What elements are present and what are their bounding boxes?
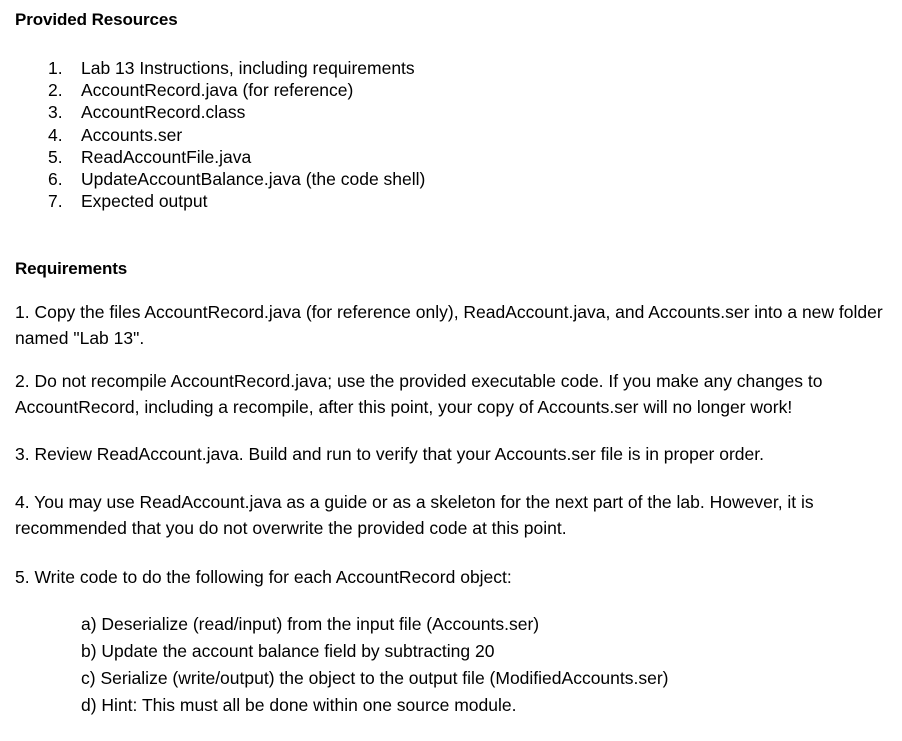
list-item-number: 5. — [48, 146, 63, 167]
list-item — [48, 101, 425, 123]
step-item-b: b) Update the account balance field by subtracting 20 — [81, 641, 495, 661]
list-item-number: 4. — [48, 124, 63, 145]
requirement-paragraph-4: 4. You may use ReadAccount.java as a guide or as a skeleton for the next part of the lab. However, it is recommended that you do not overwrite the provided code at this point. — [15, 492, 814, 538]
list-item-text: UpdateAccountBalance.java (the code shell) — [81, 168, 426, 189]
list-item-number: 3. — [48, 102, 63, 123]
list-item-text: Expected output — [81, 191, 208, 212]
step-item-d: d) Hint: This must all be done within one source module. — [81, 695, 517, 715]
list-item-number: 6. — [48, 168, 63, 189]
list-item-number: 2. — [48, 80, 63, 101]
requirement-paragraph-5: 5. Write code to do the following for each AccountRecord object: — [15, 567, 512, 587]
resources-list — [48, 57, 425, 212]
step-item-c: c) Serialize (write/output) the object to the output file (ModifiedAccounts.ser) — [81, 668, 669, 688]
provided-resources-heading: Provided Resources — [15, 10, 178, 29]
requirements-heading: Requirements — [15, 259, 128, 278]
list-item-text: Lab 13 Instructions, including requirements — [81, 58, 415, 78]
list-item-text: ReadAccountFile.java — [81, 146, 252, 167]
list-item — [48, 146, 425, 168]
list-item-text: AccountRecord.java (for reference) — [81, 80, 354, 101]
list-item — [48, 168, 425, 190]
list-item-text: Accounts.ser — [81, 124, 183, 145]
list-item-number: 1. — [48, 58, 63, 78]
list-item — [48, 79, 425, 101]
list-item — [48, 124, 425, 146]
requirement-paragraph-3: 3. Review ReadAccount.java. Build and run to verify that your Accounts.ser file is in proper order. — [15, 444, 764, 464]
list-item-number: 7. — [48, 191, 63, 212]
step-item-a: a) Deserialize (read/input) from the input file (Accounts.ser) — [81, 614, 540, 634]
list-item — [48, 190, 425, 212]
requirement-paragraph-2: 2. Do not recompile AccountRecord.java; use the provided executable code. If you make any changes to AccountRecord, including a recompile, after this point, your copy of Accounts.ser will no longer work! — [15, 371, 823, 417]
requirement-paragraph-1: 1. Copy the files AccountRecord.java (for reference only), ReadAccount.java, and Accounts.ser into a new folder named "Lab 13". — [15, 302, 883, 348]
list-item — [48, 57, 425, 79]
list-item-text: AccountRecord.class — [81, 102, 246, 123]
steps-list — [81, 611, 669, 719]
